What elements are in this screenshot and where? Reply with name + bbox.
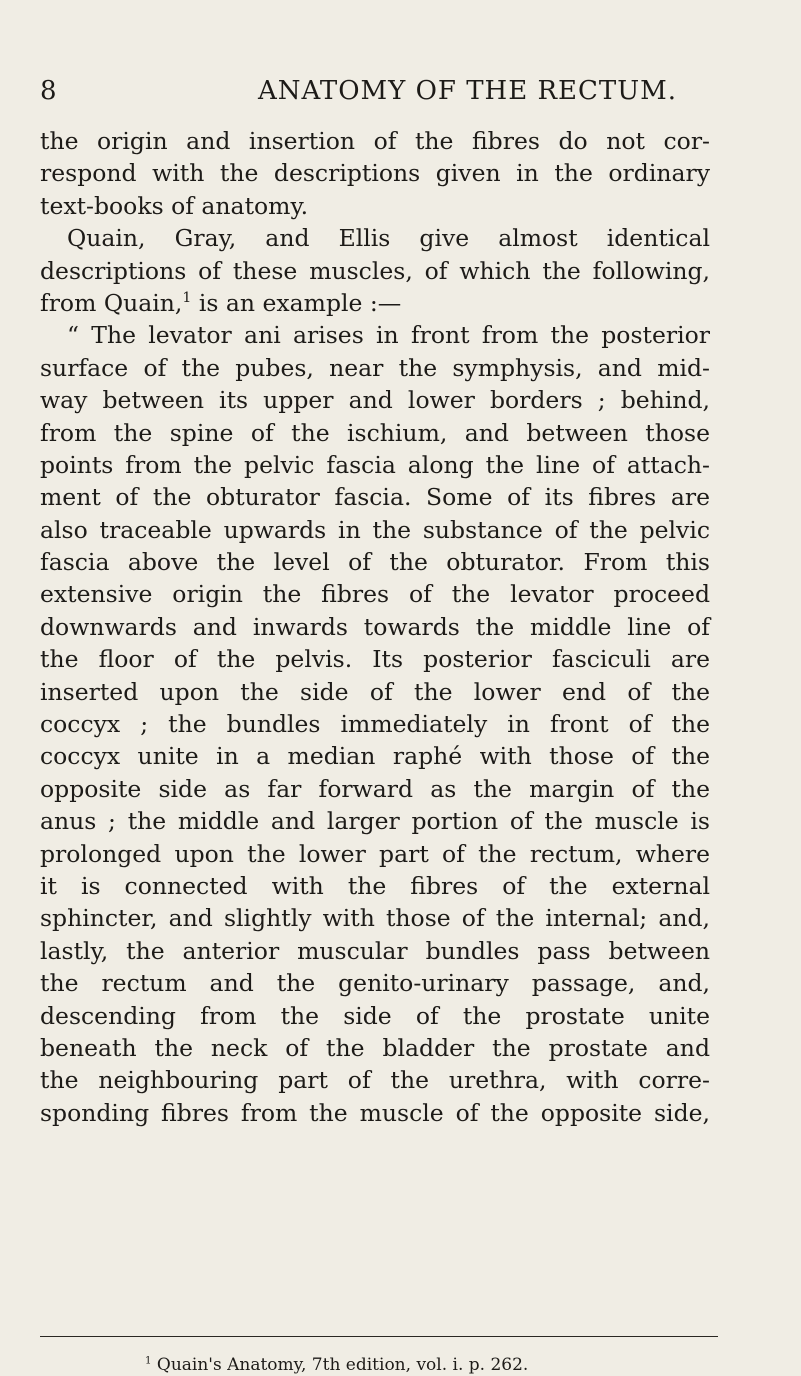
text-line: surface of the pubes, near the symphysis, and mid- xyxy=(40,353,710,382)
text-line: downwards and inwards towards the middle line of xyxy=(40,612,710,641)
text-line: from the spine of the ischium, and between those xyxy=(40,418,710,447)
text-line: way between its upper and lower borders ; behind, xyxy=(40,386,710,415)
text-line: prolonged upon the lower part of the rectum, where xyxy=(40,839,710,868)
text-line: descending from the side of the prostate unite xyxy=(40,1001,710,1030)
footnote xyxy=(145,1354,528,1376)
text-line: fascia above the level of the obturator. From this xyxy=(40,548,710,577)
text-line: the rectum and the genito-urinary passage, and, xyxy=(40,969,710,998)
text-line: anus ; the middle and larger portion of the muscle is xyxy=(40,807,710,836)
text-line: coccyx unite in a median raphé with those of the xyxy=(40,742,710,771)
text-line: descriptions of these muscles, of which the following, xyxy=(40,256,710,285)
text-segment: from Quain, xyxy=(40,288,183,317)
text-line: “ The levator ani arises in front from the posterior xyxy=(67,321,710,350)
text-line: respond with the descriptions given in the ordinary xyxy=(40,159,710,188)
text-line xyxy=(40,287,710,319)
text-line: sphincter, and slightly with those of the internal; and, xyxy=(40,904,710,933)
text-line: the origin and insertion of the fibres do not cor- xyxy=(40,127,710,155)
running-title: ANATOMY OF THE RECTUM. xyxy=(258,76,678,106)
text-line: the neighbouring part of the urethra, with corre- xyxy=(40,1066,710,1095)
body-text xyxy=(40,125,710,1129)
text-line: points from the pelvic fascia along the line of attach- xyxy=(40,450,710,479)
text-line: lastly, the anterior muscular bundles pass between xyxy=(40,936,710,965)
text-segment: is an example :— xyxy=(198,288,402,317)
text-line: also traceable upwards in the substance of the pelvic xyxy=(40,515,710,544)
text-line: ment of the obturator fascia. Some of its fibres are xyxy=(40,483,710,512)
page-number: 8 xyxy=(40,76,57,106)
text-line: Quain, Gray, and Ellis give almost identical xyxy=(67,224,710,253)
text-line: beneath the neck of the bladder the prostate and xyxy=(40,1033,710,1062)
footnote-marker: 1 xyxy=(145,1355,152,1367)
text-line: it is connected with the fibres of the external xyxy=(40,871,710,900)
text-line: extensive origin the fibres of the levator proceed xyxy=(40,580,710,609)
text-line: coccyx ; the bundles immediately in front of the xyxy=(40,710,710,739)
text-line: opposite side as far forward as the margin of the xyxy=(40,774,710,803)
footnote-rule xyxy=(40,1336,718,1337)
text-line: inserted upon the side of the lower end of the xyxy=(40,677,710,706)
text-line: sponding fibres from the muscle of the opposite side, xyxy=(40,1098,710,1127)
page-header xyxy=(0,76,801,116)
footnote-reference: 1 xyxy=(182,290,192,307)
footnote-text: Quain's Anatomy, 7th edition, vol. i. p. 262. xyxy=(156,1355,529,1375)
text-line: the floor of the pelvis. Its posterior fasciculi are xyxy=(40,645,710,674)
text-line: text-books of anatomy. xyxy=(40,191,309,220)
